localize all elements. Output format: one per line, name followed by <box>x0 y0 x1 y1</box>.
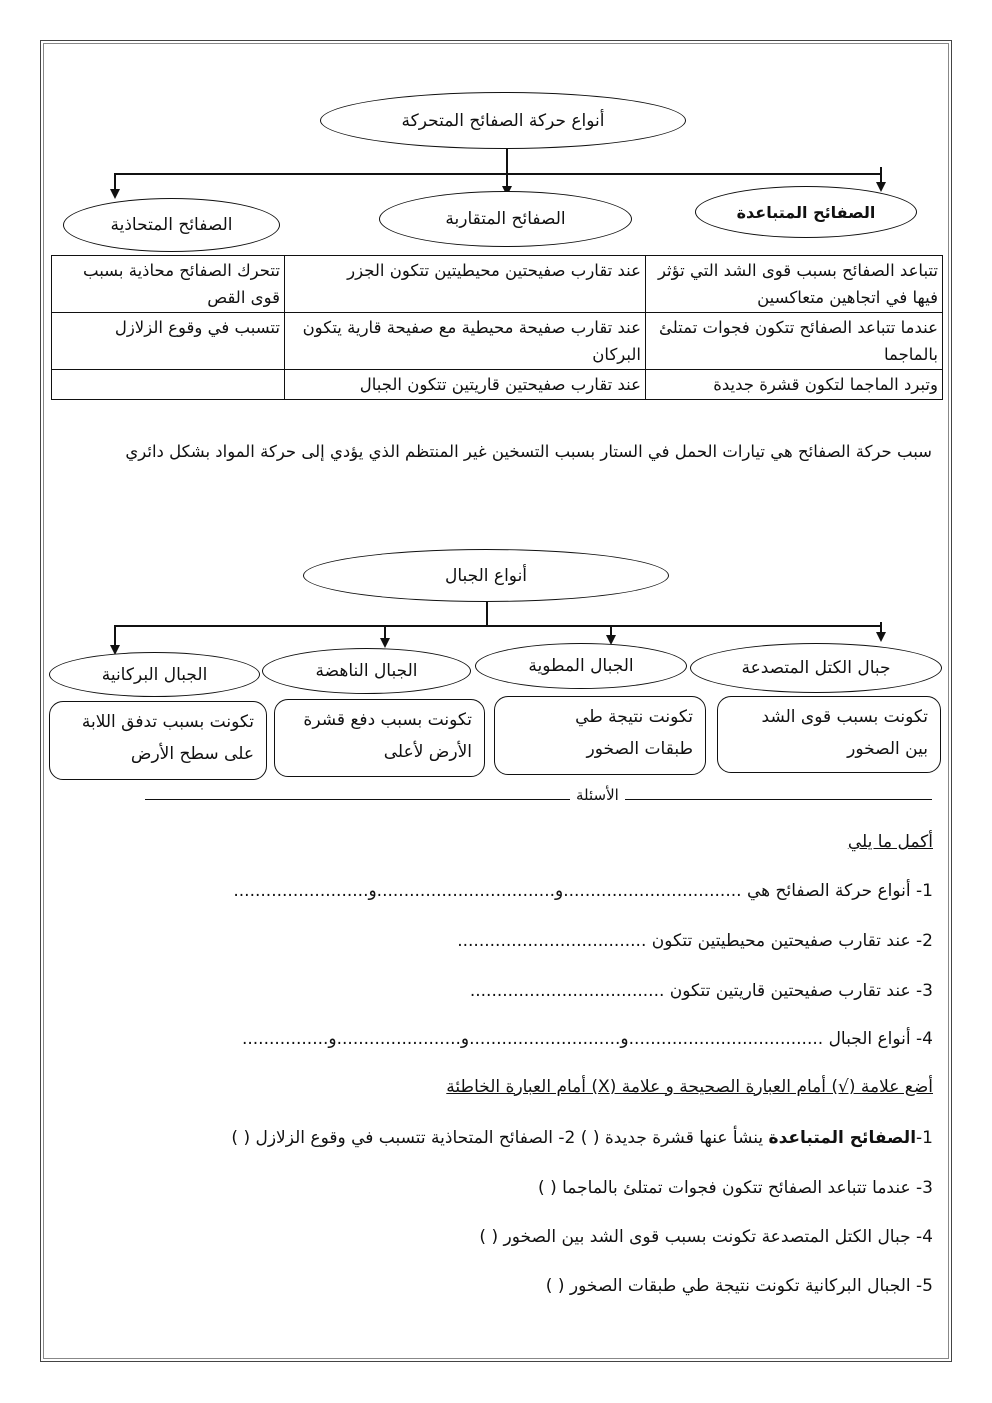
divergent-plates-ellipse: الصفائح المتباعدة <box>695 186 917 238</box>
tf-rest: ينشأ عنها قشرة جديدة ( ) 2- الصفائح المتحاذية تتسبب في وقوع الزلازل ( ) <box>231 1128 764 1148</box>
tf-line: 5- الجبال البركانية تكونت نتيجة طي طبقات الصخور ( ) <box>545 1276 933 1296</box>
table-cell: عند تقارب صفيحتين محيطيتين تتكون الجزر <box>285 256 646 313</box>
plates-title-ellipse: أنواع حركة الصفائح المتحركة <box>320 92 686 149</box>
tf-line: 4- جبال الكتل المتصدعة تكونت بسبب قوى الشد بين الصخور ( ) <box>479 1227 933 1247</box>
table-row <box>52 313 943 370</box>
divider <box>145 799 932 800</box>
complete-heading: أكمل ما يلي <box>847 832 933 852</box>
arrow-icon <box>876 632 886 642</box>
plate-movement-cause: سبب حركة الصفائح هي تيارات الحمل في الستار بسبب التسخين غير المنتظم الذي يؤدي إلى حركة المواد بشكل دائري <box>125 442 932 461</box>
arrow-icon <box>380 638 390 648</box>
fault-block-mountains-desc <box>717 696 941 773</box>
connector <box>114 625 116 647</box>
table-cell: تتباعد الصفائح بسبب قوى الشد التي تؤثر فيها في اتجاهين متعاكسين <box>646 256 943 313</box>
table-cell: عند تقارب صفيحة محيطية مع صفيحة قارية يتكون البركان <box>285 313 646 370</box>
upwarped-mountains-desc <box>274 699 485 777</box>
desc-line: تكونت بسبب قوى الشد <box>761 707 928 727</box>
connector <box>880 167 882 183</box>
desc-line: تكونت بسبب دفع قشرة <box>303 710 472 730</box>
arrow-icon <box>110 189 120 199</box>
table-cell: تتحرك الصفائح محاذية بسبب قوى القص <box>52 256 285 313</box>
convergent-plates-ellipse: الصفائح المتقاربة <box>379 191 632 247</box>
desc-line: طبقات الصخور <box>586 739 693 759</box>
questions-title: الأسئلة <box>570 786 625 804</box>
mountains-title-ellipse: أنواع الجبال <box>303 549 669 602</box>
true-false-heading: أضع علامة (√) أمام العبارة الصحيحة و علامة (X) أمام العبارة الخاطئة <box>446 1077 933 1097</box>
upwarped-mountains-ellipse: الجبال الناهضة <box>262 648 471 694</box>
table-cell: تتسبب في وقوع الزلازل <box>52 313 285 370</box>
desc-line: على سطح الأرض <box>130 744 254 764</box>
desc-line: تكونت بسبب تدفق اللابة <box>81 712 254 732</box>
volcanic-mountains-desc <box>49 701 267 780</box>
connector <box>506 149 508 174</box>
table-cell: عندما تتباعد الصفائح تتكون فجوات تمتلئ بالماجما <box>646 313 943 370</box>
fault-block-mountains-ellipse: جبال الكتل المتصدعة <box>690 643 942 693</box>
tf-line: 3- عندما تتباعد الصفائح تتكون فجوات تمتلئ بالماجما ( ) <box>538 1178 933 1198</box>
connector <box>486 602 488 626</box>
table-row <box>52 256 943 313</box>
folded-mountains-ellipse: الجبال المطوية <box>475 643 687 689</box>
question-line: 4- أنواع الجبال ....................................و............................و.......................و................ <box>241 1029 933 1049</box>
plates-table <box>51 255 943 400</box>
transform-plates-ellipse: الصفائح المتحاذية <box>63 198 280 252</box>
desc-line: بين الصخور <box>847 739 928 759</box>
connector <box>506 173 508 187</box>
table-row <box>52 370 943 400</box>
desc-line: الأرض لأعلى <box>383 742 472 762</box>
arrow-icon <box>876 182 886 192</box>
table-cell: وتبرد الماجما لتكون قشرة جديدة <box>646 370 943 400</box>
tf-line-1 <box>231 1128 933 1148</box>
volcanic-mountains-ellipse: الجبال البركانية <box>49 652 260 697</box>
tf-number: 1- <box>916 1128 933 1148</box>
question-line: 3- عند تقارب صفيحتين قاريتين تتكون .................................... <box>469 981 933 1001</box>
question-line: 2- عند تقارب صفيحتين محيطيتين تتكون ................................... <box>457 931 933 951</box>
question-line: 1- أنواع حركة الصفائح هي .................................و.................................و......................... <box>233 881 933 901</box>
connector <box>114 173 882 175</box>
table-cell <box>52 370 285 400</box>
folded-mountains-desc <box>494 696 706 775</box>
desc-line: تكونت نتيجة طي <box>575 707 693 727</box>
connector <box>114 625 882 627</box>
tf-bold-term: الصفائح المتباعدة <box>768 1128 917 1148</box>
table-cell: عند تقارب صفيحتين قاريتين تتكون الجبال <box>285 370 646 400</box>
